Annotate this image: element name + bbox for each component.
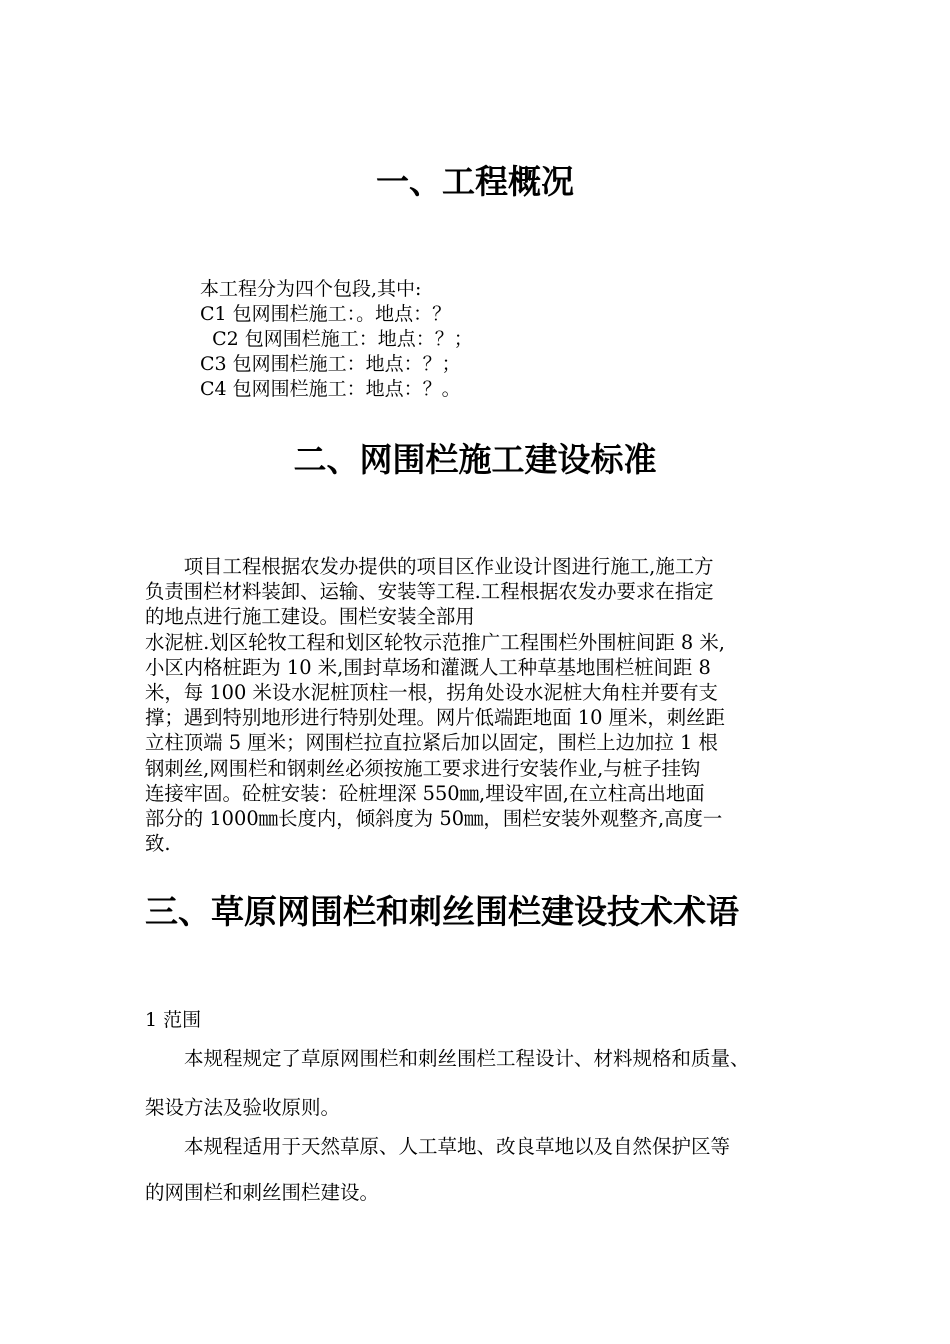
package-c4-line: C4 包网围栏施工：地点：？。 [200,378,461,400]
section-2-title: 二、网围栏施工建设标准 [293,440,657,479]
section-3-title: 三、草原网围栏和刺丝围栏建设技术术语 [145,892,739,931]
scope-subheading: 1 范围 [145,1009,202,1031]
intro-line: 本工程分为四个包段,其中: [200,278,422,300]
paragraph-line: 部分的 1000㎜长度内，倾斜度为 50㎜，围栏安装外观整齐,高度一 [145,807,723,831]
scope-paragraph-line: 本规程适用于天然草原、人工草地、改良草地以及自然保护区等 [145,1135,731,1158]
paragraph-line: 撑；遇到特别地形进行特别处理。网片低端距地面 10 厘米，刺丝距 [145,706,725,730]
package-c2-line: C2 包网围栏施工：地点：？； [200,328,473,350]
paragraph-line: 米，每 100 米设水泥桩顶柱一根，拐角处设水泥桩大角柱并要有支 [145,681,718,705]
paragraph-line: 项目工程根据农发办提供的项目区作业设计图进行施工,施工方 [145,555,714,578]
package-c1-line: C1 包网围栏施工：。地点：？ [200,303,452,325]
paragraph-line: 小区内格桩距为 10 米,围封草场和灌溉人工种草基地围栏桩间距 8 [145,655,711,679]
paragraph-line: 连接牢固。砼桩安装：砼桩埋深 550㎜,埋设牢固,在立柱高出地面 [145,781,705,805]
paragraph-line: 致. [145,832,171,856]
paragraph-line: 立柱顶端 5 厘米；网围栏拉直拉紧后加以固定，围栏上边加拉 1 根 [145,731,718,755]
paragraph-line: 的地点进行施工建设。围栏安装全部用 [145,605,475,629]
scope-paragraph-line: 架设方法及验收原则。 [145,1096,341,1119]
scope-paragraph-line: 本规程规定了草原网围栏和刺丝围栏工程设计、材料规格和质量、 [145,1047,750,1070]
paragraph-line: 负责围栏材料装卸、运输、安装等工程.工程根据农发办要求在指定 [145,580,714,604]
paragraph-line: 水泥桩.划区轮牧工程和划区轮牧示范推广工程围栏外围桩间距 8 米, [145,630,725,654]
package-c3-line: C3 包网围栏施工：地点：？； [200,353,461,375]
section-1-title: 一、工程概况 [376,162,574,201]
scope-paragraph-line: 的网围栏和刺丝围栏建设。 [145,1181,380,1204]
construction-standard-paragraph [145,554,805,856]
paragraph-line: 钢刺丝,网围栏和钢刺丝必须按施工要求进行安装作业,与桩子挂钩 [145,756,701,780]
